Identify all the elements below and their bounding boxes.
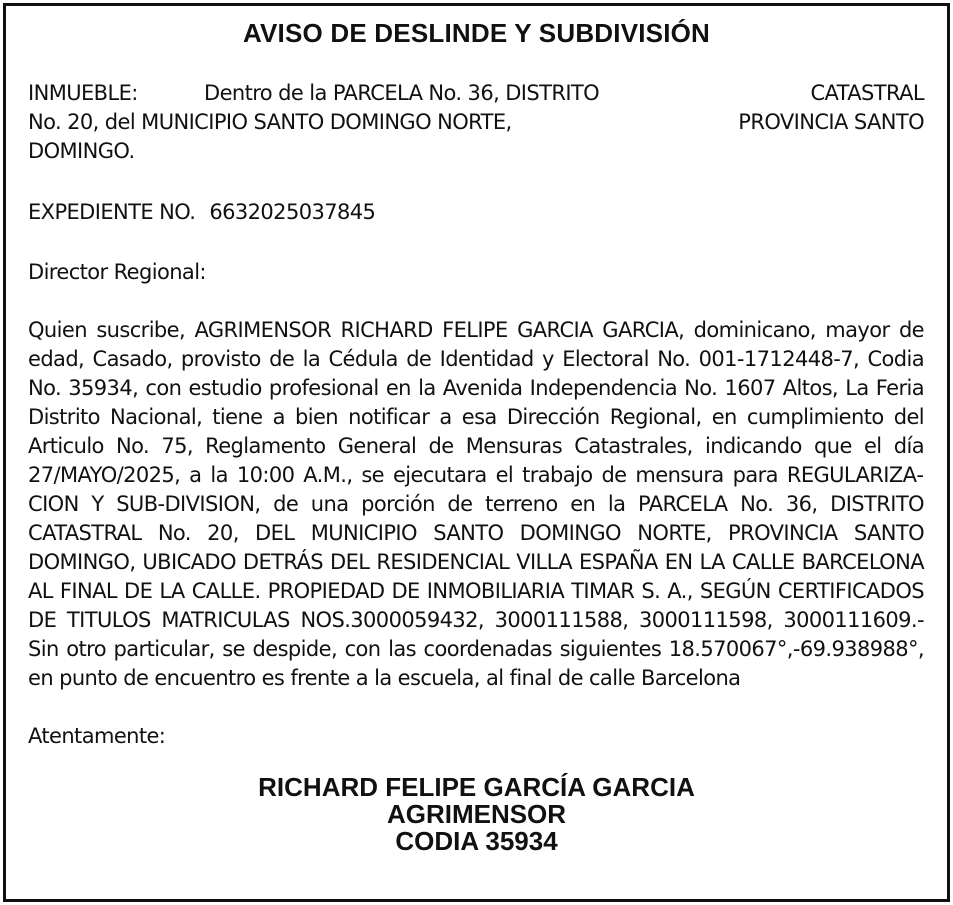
signature-codia: CODIA 35934 (395, 826, 558, 856)
property-line-2 (28, 108, 924, 137)
property-line-1-end: CATASTRAL (810, 81, 924, 105)
file-number-line (28, 198, 375, 227)
property-line-1-start (28, 79, 599, 108)
closing-line: Atentamente: (28, 724, 166, 748)
signature-name: RICHARD FELIPE GARCÍA GARCIA (258, 772, 695, 802)
signature-profession: AGRIMENSOR (386, 799, 567, 829)
file-number-label: EXPEDIENTE NO. (28, 200, 196, 224)
property-line-2-end: PROVINCIA SANTO (738, 110, 924, 134)
signature-block (6, 774, 947, 855)
property-line-3: DOMINGO. (28, 139, 135, 163)
file-number-value: 6632025037845 (209, 200, 376, 224)
property-section (28, 79, 924, 166)
property-line-2-text: No. 20, del MUNICIPIO SANTO DOMINGO NORTE, (28, 110, 512, 134)
property-line-1 (28, 79, 924, 108)
notice-body-paragraph: Quien suscribe, AGRIMENSOR RICHARD FELIPE GARCIA GARCIA, dominicano, mayor de edad, Casado, provisto de la Cédula de Identidad y Electoral No. 001-1712448-7, Codia No. 35934, con estudio profesional en la Avenida Independencia No. 1607 Altos, La Feria Distrito Nacional, tiene a bien notificar a esa Dirección Regional, en cumplimiento del Articulo No. 75, Reglamento General de Mensuras Catastrales, indicando que el día 27/MAYO/2025, a la 10:00 A.M., se ejecutara el trabajo de mensura para REGULARIZACION Y SUB-DIVISION, de una porción de terreno en la PARCELA No. 36, DISTRITO CATASTRAL No. 20, DEL MUNICIPIO SANTO DOMINGO NORTE, PROVINCIA SANTO DOMINGO, UBICADO DETRÁS DEL RESIDENCIAL VILLA ESPAÑA EN LA CALLE BARCELONA AL FINAL DE LA CALLE. PROPIEDAD DE INMOBILIARIA TIMAR S. A., SEGÚN CERTIFICADOS DE TITULOS MATRICULAS NOS.3000059432, 3000111588, 3000111598, 3000111609.-Sin otro particular, se despide, con las coordenadas siguientes 18.570067°,-69.938988°, en punto de encuentro es frente a la escuela, al final de calle Barcelona (28, 318, 924, 690)
property-line-1-text: Dentro de la PARCELA No. 36, DISTRITO (204, 81, 600, 105)
recipient-line: Director Regional: (28, 260, 206, 284)
notice-title: AVISO DE DESLINDE Y SUBDIVISIÓN (242, 18, 711, 48)
notice-frame (3, 3, 950, 902)
property-label: INMUEBLE: (28, 81, 138, 105)
